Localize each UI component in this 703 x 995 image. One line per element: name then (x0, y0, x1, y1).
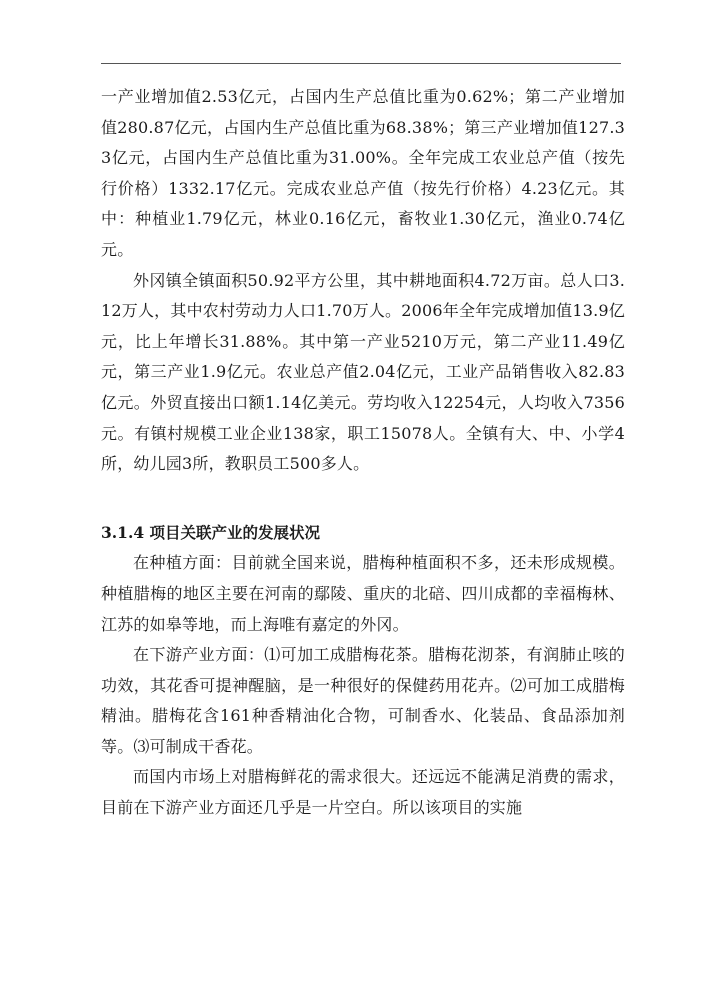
paragraph-industry-value: 一产业增加值2.53亿元，占国内生产总值比重为0.62%；第二产业增加值280.87亿元，占国内生产总值比重为68.38%；第三产业增加值127.33亿元，占国内生产总值比重为31.00%。全年完成工农业总产值（按先行价格）1332.17亿元。完成农业总产值（按先行价格）4.23亿元。其中：种植业1.79亿元，林业0.16亿元，畜牧业1.30亿元，渔业0.74亿元。 (101, 87, 625, 259)
document-body (101, 82, 625, 824)
paragraph-market-demand: 而国内市场上对腊梅鲜花的需求很大。还远远不能满足消费的需求，目前在下游产业方面还几乎是一片空白。所以该项目的实施 (101, 767, 625, 818)
paragraph-waigang-town: 外冈镇全镇面积50.92平方公里，其中耕地面积4.72万亩。总人口3.12万人，其中农村劳动力人口1.70万人。2006年全年完成增加值13.9亿元，比上年增长31.88%。其中第一产业5210万元，第二产业11.49亿元，第三产业1.9亿元。农业总产值2.04亿元，工业产品销售收入82.83亿元。外贸直接出口额1.14亿美元。劳均收入12254元，人均收入7356元。有镇村规模工业企业138家，职工15078人。全镇有大、中、小学4所，幼儿园3所，教职员工500多人。 (101, 270, 625, 474)
header-rule (101, 63, 621, 64)
section-heading: 3.1.4 项目关联产业的发展状况 (101, 522, 321, 542)
paragraph-planting: 在种植方面：目前就全国来说，腊梅种植面积不多，还未形成规模。种植腊梅的地区主要在河南的鄢陵、重庆的北碚、四川成都的幸福梅林、江苏的如皋等地，而上海唯有嘉定的外冈。 (101, 553, 625, 634)
paragraph-downstream: 在下游产业方面：⑴可加工成腊梅花茶。腊梅花沏茶，有润肺止咳的功效，其花香可提神醒脑，是一种很好的保健药用花卉。⑵可加工成腊梅精油。腊梅花含161种香精油化合物，可制香水、化装品、食品添加剂等。⑶可制成干香花。 (101, 645, 625, 756)
